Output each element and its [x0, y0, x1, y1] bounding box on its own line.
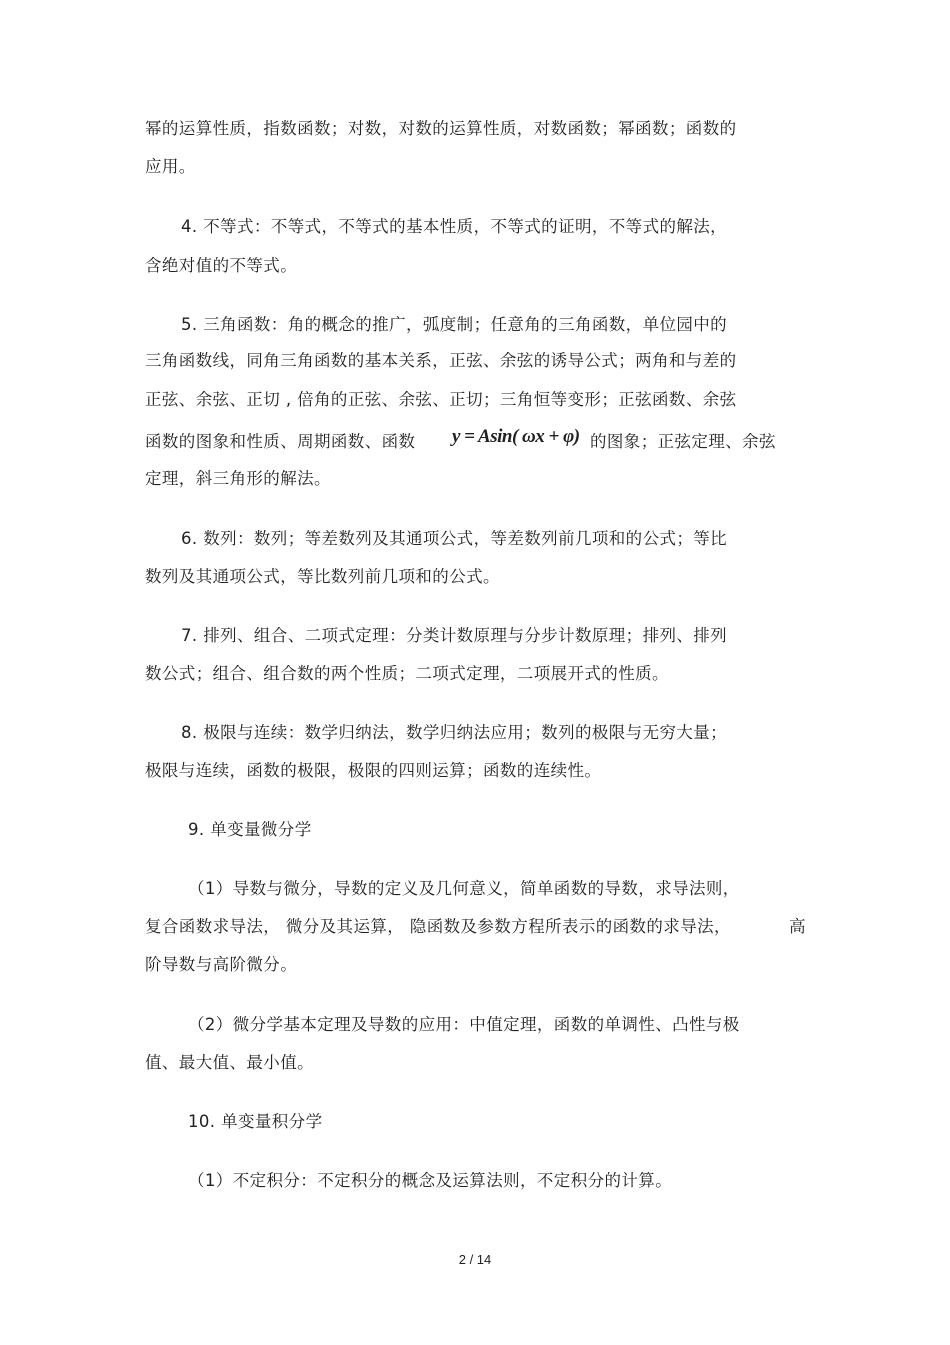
section-heading-differential-calculus: 9. 单变量微分学	[188, 820, 312, 839]
subsection-derivatives: （1）导数与微分，导数的定义及几何意义，简单函数的导数，求导法则，	[188, 879, 740, 898]
formula-image: y = Asin( ωx + φ)	[452, 426, 580, 447]
text-line: 高	[789, 917, 806, 936]
text-line: 数列及其通项公式，等比数列前几项和的公式。	[145, 567, 500, 586]
text-line: 数公式；组合、组合数的两个性质；二项式定理，二项展开式的性质。	[145, 664, 669, 683]
section-heading-limits: 8. 极限与连续：数学归纳法，数学归纳法应用；数列的极限与无穷大量；	[181, 723, 728, 742]
text-line: 的图象；正弦定理、余弦	[590, 432, 776, 451]
text-line: 阶导数与高阶微分。	[145, 955, 298, 974]
text-line: 函数的图象和性质、周期函数、函数	[145, 432, 416, 451]
text-line: 值、最大值、最小值。	[145, 1053, 314, 1072]
text-line: 幂的运算性质，指数函数；对数，对数的运算性质，对数函数；幂函数；函数的	[145, 119, 737, 138]
text-line: 极限与连续，函数的极限，极限的四则运算；函数的连续性。	[145, 761, 602, 780]
section-heading-inequality: 4. 不等式：不等式，不等式的基本性质，不等式的证明，不等式的解法，	[181, 217, 728, 236]
text-line: 复合函数求导法， 微分及其运算， 隐函数及参数方程所表示的函数的求导法，	[145, 917, 731, 936]
text-line: 含绝对值的不等式。	[145, 256, 298, 275]
text-line: 应用。	[145, 157, 196, 176]
subsection-indefinite-integral: （1）不定积分：不定积分的概念及运算法则，不定积分的计算。	[188, 1171, 673, 1190]
text-line: 三角函数线，同角三角函数的基本关系，正弦、余弦的诱导公式；两角和与差的	[145, 351, 737, 370]
section-heading-trigonometry: 5. 三角函数：角的概念的推广，弧度制；任意角的三角函数，单位园中的	[181, 315, 728, 334]
text-line: 正弦、余弦、正切 , 倍角的正弦、余弦、正切；三角恒等变形；正弦函数、余弦	[145, 390, 737, 409]
subsection-mean-value: （2）微分学基本定理及导数的应用：中值定理，函数的单调性、凸性与极	[188, 1015, 740, 1034]
text-line: 定理，斜三角形的解法。	[145, 469, 331, 488]
page-number: 2 / 14	[458, 1252, 492, 1267]
section-heading-sequences: 6. 数列：数列；等差数列及其通项公式，等差数列前几项和的公式；等比	[181, 529, 728, 548]
section-heading-combinatorics: 7. 排列、组合、二项式定理：分类计数原理与分步计数原理；排列、排列	[181, 626, 728, 645]
section-heading-integral-calculus: 10. 单变量积分学	[188, 1112, 323, 1131]
